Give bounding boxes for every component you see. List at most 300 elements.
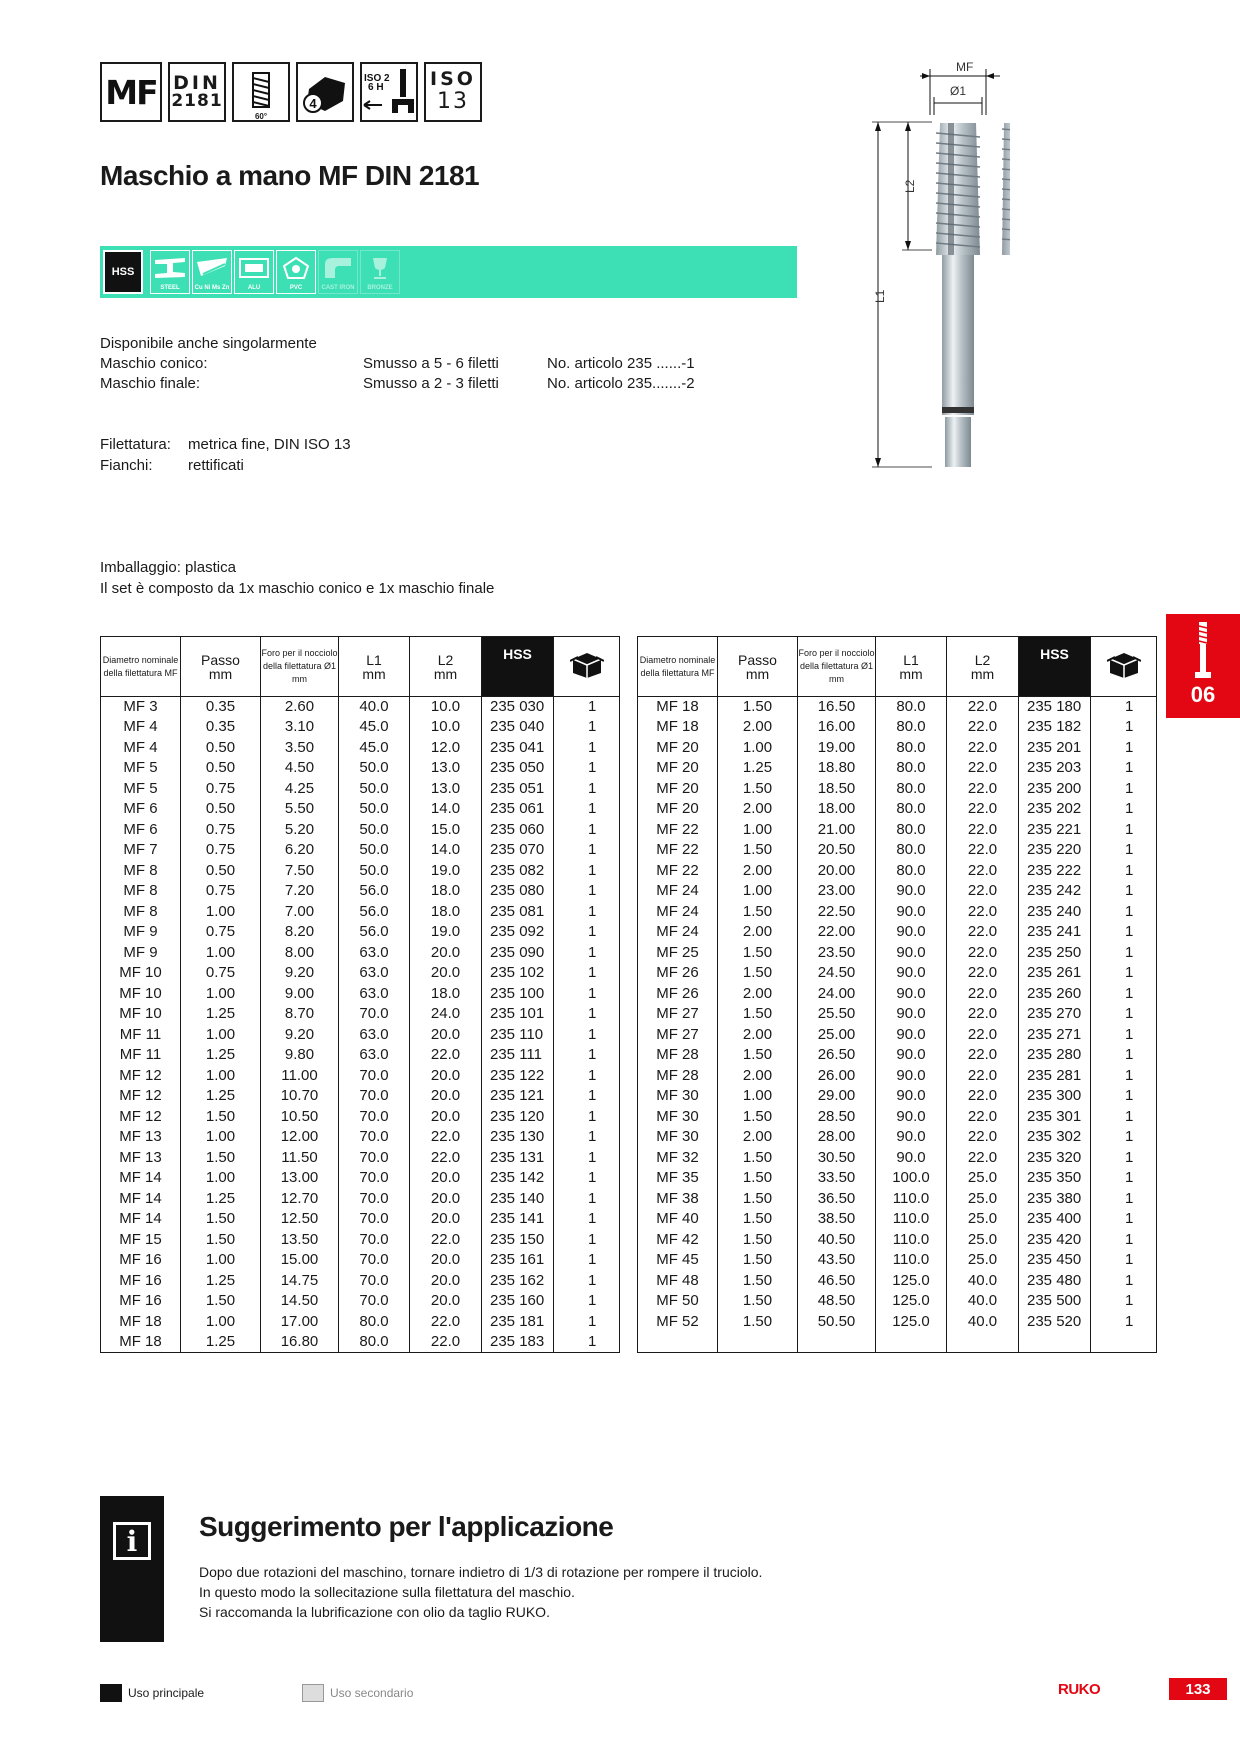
cell-diameter: MF 30 — [638, 1127, 718, 1148]
cell-qty: 1 — [554, 1066, 620, 1087]
cell-article: 235 450 — [1019, 1250, 1091, 1271]
cell-l1: 40.0 — [339, 697, 410, 718]
steel-beam-icon — [153, 256, 187, 280]
cell-core-hole: 8.00 — [261, 943, 339, 964]
cell-l2: 22.0 — [947, 1107, 1019, 1128]
tap-taper-article: No. articolo 235 ......-1 — [547, 355, 695, 372]
cell-article: 235 142 — [482, 1168, 554, 1189]
cell-pitch: 1.25 — [181, 1004, 261, 1025]
mf-thread-icon: MF — [100, 62, 162, 122]
cell-diameter: MF 18 — [101, 1332, 181, 1353]
taper-tap — [936, 123, 980, 467]
cell-l2: 22.0 — [947, 717, 1019, 738]
table-row — [638, 1291, 1157, 1312]
cell-core-hole: 20.00 — [798, 861, 876, 882]
table-row — [638, 799, 1157, 820]
table-row — [101, 1291, 620, 1312]
cell-core-hole: 36.50 — [798, 1189, 876, 1210]
cell-qty: 1 — [554, 1271, 620, 1292]
cell-qty: 1 — [554, 1127, 620, 1148]
cell-diameter — [638, 1332, 718, 1353]
cell-l1: 90.0 — [876, 1148, 947, 1169]
primary-use-icon — [100, 1684, 122, 1702]
cell-pitch: 1.50 — [718, 1291, 798, 1312]
table-row — [638, 1250, 1157, 1271]
cell-qty: 1 — [554, 1291, 620, 1312]
cell-qty: 1 — [554, 697, 620, 718]
cell-l1: 80.0 — [876, 697, 947, 718]
cell-core-hole: 25.00 — [798, 1025, 876, 1046]
cell-diameter: MF 24 — [638, 922, 718, 943]
cell-core-hole: 26.50 — [798, 1045, 876, 1066]
cell-article: 235 241 — [1019, 922, 1091, 943]
cell-article: 235 350 — [1019, 1168, 1091, 1189]
cell-diameter: MF 13 — [101, 1127, 181, 1148]
cell-qty: 1 — [554, 1025, 620, 1046]
cell-diameter: MF 9 — [101, 922, 181, 943]
cell-pitch: 1.25 — [718, 758, 798, 779]
cell-l2: 20.0 — [410, 1086, 482, 1107]
cell-l2: 18.0 — [410, 984, 482, 1005]
cell-qty: 1 — [554, 840, 620, 861]
cell-pitch: 1.50 — [718, 779, 798, 800]
cell-qty: 1 — [554, 1189, 620, 1210]
cell-core-hole: 12.50 — [261, 1209, 339, 1230]
cell-qty: 1 — [554, 1086, 620, 1107]
table-row — [638, 1148, 1157, 1169]
cell-qty: 1 — [554, 922, 620, 943]
cell-l2: 22.0 — [947, 922, 1019, 943]
cell-pitch: 2.00 — [718, 1066, 798, 1087]
cell-l2: 22.0 — [947, 1148, 1019, 1169]
cell-l1: 70.0 — [339, 1189, 410, 1210]
cell-pitch: 1.00 — [181, 1025, 261, 1046]
cell-article: 235 180 — [1019, 697, 1091, 718]
cell-l1: 80.0 — [876, 820, 947, 841]
plastic-icon — [279, 256, 313, 280]
cell-l2: 22.0 — [947, 943, 1019, 964]
material-alu: ALU — [234, 250, 274, 294]
cell-pitch: 1.00 — [718, 1086, 798, 1107]
table-row — [101, 820, 620, 841]
cell-qty: 1 — [1091, 902, 1157, 923]
cell-l2: 25.0 — [947, 1209, 1019, 1230]
cell-pitch: 1.50 — [718, 1148, 798, 1169]
cell-article: 235 500 — [1019, 1291, 1091, 1312]
header-icon-row — [100, 62, 482, 122]
material-steel: STEEL — [150, 250, 190, 294]
table-row — [101, 1127, 620, 1148]
cell-article: 235 162 — [482, 1271, 554, 1292]
svg-text:MF: MF — [956, 60, 974, 74]
cell-pitch: 1.50 — [718, 902, 798, 923]
tap-taper-chamfer: Smusso a 5 - 6 filetti — [363, 355, 499, 372]
cell-core-hole: 18.50 — [798, 779, 876, 800]
cell-core-hole: 3.50 — [261, 738, 339, 759]
cell-article: 235 080 — [482, 881, 554, 902]
cell-diameter: MF 42 — [638, 1230, 718, 1251]
cell-l1: 50.0 — [339, 820, 410, 841]
table-row — [638, 779, 1157, 800]
cell-l1: 90.0 — [876, 1004, 947, 1025]
cell-pitch: 2.00 — [718, 799, 798, 820]
cell-article: 235 183 — [482, 1332, 554, 1353]
cell-core-hole: 18.00 — [798, 799, 876, 820]
svg-text:L2: L2 — [903, 179, 917, 193]
cell-l1: 90.0 — [876, 922, 947, 943]
cell-pitch: 0.50 — [181, 738, 261, 759]
cell-l1: 70.0 — [339, 1127, 410, 1148]
table-row — [638, 1271, 1157, 1292]
cell-qty: 1 — [1091, 881, 1157, 902]
spec-thread-key: Filettatura: — [100, 436, 171, 453]
cell-qty: 1 — [1091, 861, 1157, 882]
table-row — [638, 861, 1157, 882]
tip-line-3: Si raccomanda la lubrificazione con olio da taglio RUKO. — [199, 1604, 550, 1620]
tap-tool-icon — [1193, 622, 1213, 680]
tap-drawing — [850, 55, 1010, 475]
table-row — [638, 1004, 1157, 1025]
cell-pitch: 1.50 — [718, 943, 798, 964]
cell-article: 235 320 — [1019, 1148, 1091, 1169]
cell-l2: 14.0 — [410, 799, 482, 820]
cell-article: 235 030 — [482, 697, 554, 718]
cell-l2: 24.0 — [410, 1004, 482, 1025]
cell-core-hole: 16.50 — [798, 697, 876, 718]
table-row — [101, 1209, 620, 1230]
cell-pitch: 1.50 — [181, 1209, 261, 1230]
table-row — [638, 820, 1157, 841]
cell-l2: 22.0 — [947, 963, 1019, 984]
cell-l1: 125.0 — [876, 1271, 947, 1292]
cell-core-hole: 12.70 — [261, 1189, 339, 1210]
cell-diameter: MF 12 — [101, 1066, 181, 1087]
table-row — [638, 902, 1157, 923]
cell-article: 235 140 — [482, 1189, 554, 1210]
cell-article: 235 131 — [482, 1148, 554, 1169]
cell-diameter: MF 10 — [101, 1004, 181, 1025]
cell-diameter: MF 16 — [101, 1291, 181, 1312]
cell-qty: 1 — [1091, 1271, 1157, 1292]
cell-pitch: 0.50 — [181, 758, 261, 779]
col-core-hole: Foro per il nocciolo della filettatura Ø1 mm — [261, 637, 339, 697]
cell-l1: 90.0 — [876, 1107, 947, 1128]
brand-logo: RUKO — [1058, 1681, 1101, 1698]
cell-diameter: MF 16 — [101, 1271, 181, 1292]
table-row — [638, 840, 1157, 861]
cell-qty: 1 — [1091, 1209, 1157, 1230]
table-row — [638, 1332, 1157, 1353]
cell-qty: 1 — [1091, 984, 1157, 1005]
cell-pitch: 0.50 — [181, 799, 261, 820]
table-row — [101, 779, 620, 800]
cell-qty: 1 — [554, 758, 620, 779]
info-icon: i — [113, 1522, 151, 1560]
cell-diameter: MF 10 — [101, 963, 181, 984]
cell-l2: 25.0 — [947, 1230, 1019, 1251]
bronze-icon — [363, 256, 397, 280]
cell-l2: 22.0 — [947, 1066, 1019, 1087]
cell-qty: 1 — [1091, 799, 1157, 820]
table-row — [638, 717, 1157, 738]
cell-l1: 70.0 — [339, 1107, 410, 1128]
cell-article: 235 111 — [482, 1045, 554, 1066]
cell-l2: 40.0 — [947, 1271, 1019, 1292]
cell-article: 235 280 — [1019, 1045, 1091, 1066]
page-title: Maschio a mano MF DIN 2181 — [100, 160, 480, 191]
cell-article: 235 222 — [1019, 861, 1091, 882]
cell-core-hole: 7.00 — [261, 902, 339, 923]
aluminium-icon — [237, 256, 271, 280]
cell-core-hole: 30.50 — [798, 1148, 876, 1169]
cell-l2: 22.0 — [947, 1004, 1019, 1025]
cell-diameter: MF 18 — [638, 697, 718, 718]
cell-article: 235 300 — [1019, 1086, 1091, 1107]
hss-badge: HSS — [103, 250, 143, 294]
cell-diameter: MF 14 — [101, 1168, 181, 1189]
din-standard-icon: DIN 2181 — [168, 62, 226, 122]
table-row — [638, 1066, 1157, 1087]
spec-thread-value: metrica fine, DIN ISO 13 — [188, 436, 351, 453]
cell-pitch: 1.25 — [181, 1271, 261, 1292]
cell-l2: 14.0 — [410, 840, 482, 861]
table-row — [638, 1189, 1157, 1210]
cell-diameter: MF 20 — [638, 758, 718, 779]
table-row — [638, 1045, 1157, 1066]
cell-article: 235 420 — [1019, 1230, 1091, 1251]
cell-qty: 1 — [554, 820, 620, 841]
cell-core-hole: 11.50 — [261, 1148, 339, 1169]
table-row — [101, 1004, 620, 1025]
cell-l2: 19.0 — [410, 861, 482, 882]
cell-qty: 1 — [554, 1250, 620, 1271]
cell-diameter: MF 16 — [101, 1250, 181, 1271]
cell-core-hole: 33.50 — [798, 1168, 876, 1189]
cell-article: 235 271 — [1019, 1025, 1091, 1046]
cell-article: 235 070 — [482, 840, 554, 861]
cell-pitch: 0.35 — [181, 697, 261, 718]
cell-article: 235 082 — [482, 861, 554, 882]
cell-core-hole: 11.00 — [261, 1066, 339, 1087]
cell-pitch: 1.50 — [181, 1291, 261, 1312]
cell-pitch: 2.00 — [718, 861, 798, 882]
cell-core-hole: 50.50 — [798, 1312, 876, 1333]
cell-core-hole: 23.00 — [798, 881, 876, 902]
cell-l2: 22.0 — [410, 1332, 482, 1353]
cell-qty: 1 — [1091, 1086, 1157, 1107]
cell-l2: 22.0 — [947, 1086, 1019, 1107]
cell-pitch: 1.50 — [718, 1189, 798, 1210]
cell-article: 235 041 — [482, 738, 554, 759]
col-core-hole: Foro per il nocciolo della filettatura Ø1 mm — [798, 637, 876, 697]
cell-l1: 125.0 — [876, 1312, 947, 1333]
cell-article: 235 102 — [482, 963, 554, 984]
table-row — [638, 1230, 1157, 1251]
cell-l2: 22.0 — [947, 820, 1019, 841]
cell-qty: 1 — [554, 881, 620, 902]
cell-qty: 1 — [1091, 922, 1157, 943]
cell-diameter: MF 45 — [638, 1250, 718, 1271]
cell-article: 235 203 — [1019, 758, 1091, 779]
section-tab — [1166, 614, 1240, 718]
cell-article: 235 480 — [1019, 1271, 1091, 1292]
tap-bottoming-name: Maschio finale: — [100, 375, 201, 392]
cell-l1: 70.0 — [339, 1168, 410, 1189]
spec-flanks-value: rettificati — [188, 457, 244, 474]
table-row — [101, 840, 620, 861]
cell-qty: 1 — [1091, 779, 1157, 800]
cell-article: 235 161 — [482, 1250, 554, 1271]
cell-article: 235 242 — [1019, 881, 1091, 902]
cell-l2: 20.0 — [410, 1066, 482, 1087]
cell-pitch: 0.75 — [181, 820, 261, 841]
cell-l2 — [947, 1332, 1019, 1353]
cell-l2: 20.0 — [410, 1250, 482, 1271]
cell-pitch: 1.00 — [181, 943, 261, 964]
cell-qty: 1 — [554, 984, 620, 1005]
cell-article: 235 051 — [482, 779, 554, 800]
cell-diameter: MF 7 — [101, 840, 181, 861]
col-l1: L1 mm — [339, 637, 410, 697]
cell-pitch: 1.25 — [181, 1086, 261, 1107]
cell-l2: 40.0 — [947, 1312, 1019, 1333]
cell-pitch: 1.00 — [181, 1250, 261, 1271]
table-row — [101, 1086, 620, 1107]
cell-qty: 1 — [554, 1148, 620, 1169]
cell-l2: 22.0 — [947, 738, 1019, 759]
cell-pitch: 2.00 — [718, 1025, 798, 1046]
cell-l1: 80.0 — [339, 1312, 410, 1333]
cell-diameter: MF 28 — [638, 1045, 718, 1066]
cell-qty: 1 — [554, 1312, 620, 1333]
cell-pitch: 0.75 — [181, 840, 261, 861]
table-row — [101, 1168, 620, 1189]
cell-l2: 22.0 — [947, 984, 1019, 1005]
cell-l1: 80.0 — [876, 861, 947, 882]
cell-core-hole: 4.50 — [261, 758, 339, 779]
cell-diameter: MF 52 — [638, 1312, 718, 1333]
cell-l1: 70.0 — [339, 1250, 410, 1271]
cell-qty: 1 — [1091, 1127, 1157, 1148]
cell-diameter: MF 3 — [101, 697, 181, 718]
cell-diameter: MF 15 — [101, 1230, 181, 1251]
cell-diameter: MF 18 — [638, 717, 718, 738]
cell-diameter: MF 26 — [638, 984, 718, 1005]
table-row — [101, 717, 620, 738]
cell-article: 235 081 — [482, 902, 554, 923]
cell-core-hole: 24.50 — [798, 963, 876, 984]
cell-pitch: 1.50 — [718, 1107, 798, 1128]
cell-l1: 63.0 — [339, 963, 410, 984]
cell-core-hole: 9.20 — [261, 1025, 339, 1046]
cell-article: 235 120 — [482, 1107, 554, 1128]
cell-l1: 90.0 — [876, 1025, 947, 1046]
cell-article: 235 302 — [1019, 1127, 1091, 1148]
cell-diameter: MF 11 — [101, 1045, 181, 1066]
cell-diameter: MF 5 — [101, 758, 181, 779]
table-row — [101, 758, 620, 779]
tip-title: Suggerimento per l'applicazione — [199, 1511, 614, 1542]
table-row — [101, 697, 620, 718]
cell-qty: 1 — [554, 717, 620, 738]
cell-l2: 22.0 — [947, 902, 1019, 923]
cell-qty: 1 — [1091, 1312, 1157, 1333]
cell-qty: 1 — [1091, 1045, 1157, 1066]
cell-article: 235 122 — [482, 1066, 554, 1087]
cell-pitch: 1.00 — [181, 902, 261, 923]
material-bar — [100, 246, 797, 298]
table-row — [101, 861, 620, 882]
cell-qty: 1 — [554, 1332, 620, 1353]
cell-core-hole: 20.50 — [798, 840, 876, 861]
cell-l2: 13.0 — [410, 779, 482, 800]
cell-pitch: 1.00 — [718, 738, 798, 759]
col-hss-article: HSS — [1019, 637, 1091, 697]
table-row — [101, 1189, 620, 1210]
cell-article: 235 181 — [482, 1312, 554, 1333]
cell-core-hole: 22.00 — [798, 922, 876, 943]
cell-l2: 22.0 — [947, 1025, 1019, 1046]
cell-l1: 50.0 — [339, 799, 410, 820]
cell-diameter: MF 40 — [638, 1209, 718, 1230]
sizes-table-right — [637, 636, 1157, 1353]
cell-qty: 1 — [1091, 1291, 1157, 1312]
cell-l1: 70.0 — [339, 1148, 410, 1169]
page-number: 133 — [1169, 1678, 1227, 1700]
cell-qty: 1 — [1091, 1066, 1157, 1087]
cell-article: 235 240 — [1019, 902, 1091, 923]
legend-secondary-use: Uso secondario — [302, 1684, 413, 1702]
cell-l2: 22.0 — [947, 779, 1019, 800]
cell-diameter: MF 27 — [638, 1004, 718, 1025]
cell-core-hole: 38.50 — [798, 1209, 876, 1230]
cell-diameter: MF 32 — [638, 1148, 718, 1169]
cell-article: 235 220 — [1019, 840, 1091, 861]
cell-core-hole: 5.20 — [261, 820, 339, 841]
cell-diameter: MF 8 — [101, 861, 181, 882]
cell-core-hole: 14.75 — [261, 1271, 339, 1292]
cell-article: 235 101 — [482, 1004, 554, 1025]
svg-text:6 H: 6 H — [368, 82, 384, 93]
cell-core-hole: 13.50 — [261, 1230, 339, 1251]
cell-core-hole: 48.50 — [798, 1291, 876, 1312]
cell-core-hole: 2.60 — [261, 697, 339, 718]
cell-l1: 45.0 — [339, 738, 410, 759]
cell-qty: 1 — [554, 738, 620, 759]
cell-core-hole: 46.50 — [798, 1271, 876, 1292]
cell-l1: 90.0 — [876, 1066, 947, 1087]
tap-bottoming-chamfer: Smusso a 2 - 3 filetti — [363, 375, 499, 392]
cell-pitch: 2.00 — [718, 717, 798, 738]
cell-pitch: 1.25 — [181, 1045, 261, 1066]
cell-article — [1019, 1332, 1091, 1353]
cell-pitch: 1.50 — [718, 697, 798, 718]
cell-diameter: MF 27 — [638, 1025, 718, 1046]
col-pitch: Passo mm — [718, 637, 798, 697]
bottoming-tap — [1002, 123, 1010, 255]
cell-pitch: 1.00 — [181, 1066, 261, 1087]
cell-l2: 20.0 — [410, 1189, 482, 1210]
cell-pitch: 1.50 — [718, 840, 798, 861]
table-row — [638, 1209, 1157, 1230]
cell-qty: 1 — [554, 1168, 620, 1189]
cell-qty: 1 — [1091, 738, 1157, 759]
cell-diameter: MF 12 — [101, 1107, 181, 1128]
cell-l1: 90.0 — [876, 1127, 947, 1148]
cell-l2: 22.0 — [947, 1127, 1019, 1148]
cell-qty: 1 — [554, 1230, 620, 1251]
cell-l1: 90.0 — [876, 963, 947, 984]
